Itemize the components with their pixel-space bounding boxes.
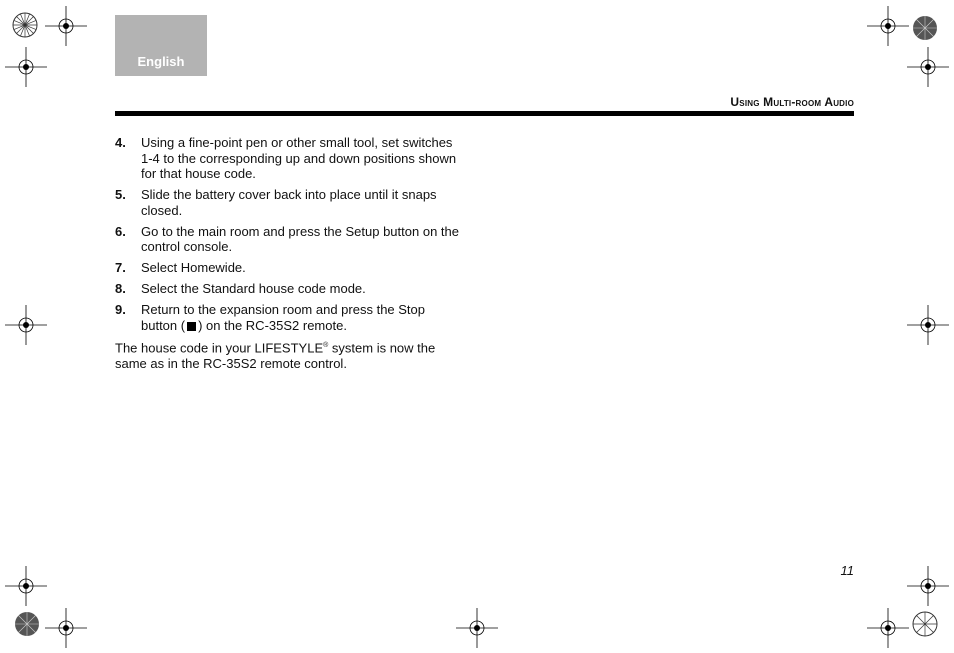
- step-item: [115, 302, 460, 333]
- closing-text-after: system is now the same as in the RC-35S2 remote control.: [115, 340, 436, 371]
- page-number: 11: [840, 563, 854, 578]
- step-text: Slide the battery cover back into place until it snaps closed.: [141, 187, 437, 218]
- crosshair-mark-icon: [907, 305, 949, 345]
- step-text: Select the Standard house code mode.: [141, 281, 366, 296]
- closing-text-before: The house code in your LIFESTYLE: [115, 340, 324, 356]
- crosshair-mark-icon: [5, 47, 47, 87]
- registration-mark-icon: [7, 604, 47, 644]
- registered-mark: ®: [323, 342, 329, 349]
- step-number: 8.: [115, 281, 126, 296]
- crosshair-mark-icon: [45, 6, 87, 46]
- step-text-after: ) on the RC-35S2 remote.: [198, 317, 347, 333]
- crosshair-mark-icon: [907, 566, 949, 606]
- registration-mark-icon: [5, 5, 45, 45]
- section-header: Using Multi-room Audio: [730, 95, 854, 109]
- language-tab-label: English: [137, 54, 185, 69]
- step-text-before: Return to the expansion room and press the Stop button (: [141, 302, 426, 333]
- crosshair-mark-icon: [5, 305, 47, 345]
- step-text: Using a fine-point pen or other small tool, set switches 1-4 to the corresponding up and down positions shown for that house code.: [141, 135, 457, 181]
- crosshair-mark-icon: [45, 608, 87, 648]
- step-item: [115, 224, 460, 255]
- registration-mark-icon: [905, 8, 945, 48]
- step-number: 4.: [115, 135, 126, 150]
- step-number: 7.: [115, 260, 126, 275]
- crosshair-mark-icon: [456, 608, 498, 648]
- step-item: [115, 281, 460, 297]
- header-rule: [115, 111, 854, 116]
- instruction-steps: [115, 135, 460, 339]
- language-tab: [115, 15, 207, 76]
- crosshair-mark-icon: [907, 47, 949, 87]
- crosshair-mark-icon: [5, 566, 47, 606]
- registration-mark-icon: [905, 604, 945, 644]
- step-number: 6.: [115, 223, 126, 239]
- crosshair-mark-icon: [867, 608, 909, 648]
- step-item: [115, 135, 460, 182]
- step-number: 5.: [115, 187, 126, 202]
- stop-icon: [187, 322, 196, 331]
- step-item: [115, 260, 460, 276]
- crosshair-mark-icon: [867, 6, 909, 46]
- step-item: [115, 187, 460, 218]
- closing-paragraph: [115, 338, 465, 371]
- step-text: Go to the main room and press the Setup button on the control console.: [141, 223, 459, 254]
- step-number: 9.: [115, 302, 126, 317]
- step-text: Select Homewide.: [141, 260, 246, 275]
